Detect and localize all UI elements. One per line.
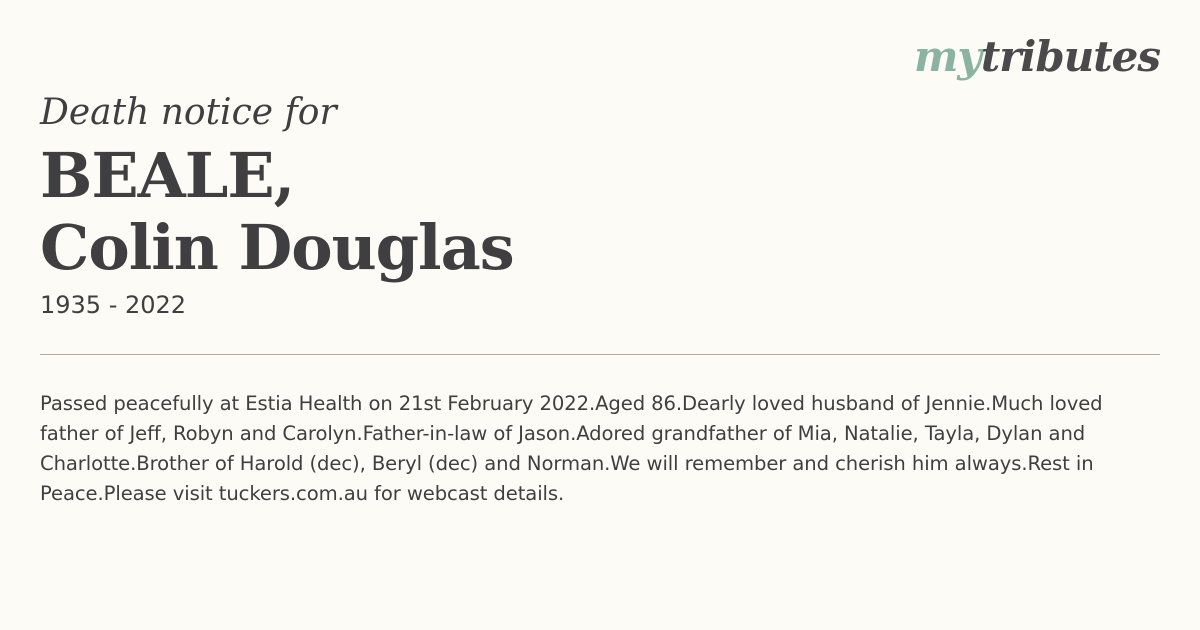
deceased-given-names: Colin Douglas [40,211,514,284]
logo-tributes-text: tributes [980,32,1160,81]
notice-label: Death notice for [40,92,337,133]
life-years: 1935 - 2022 [40,291,187,319]
logo-my-text: my [913,32,981,81]
notice-text: Passed peacefully at Estia Health on 21st February 2022.Aged 86.Dearly loved husband of Jennie.Much loved father of Jeff, Robyn and Carolyn.Father-in-law of Jason.Adored grandfather of Mia, Natalie, Tayla, Dylan and Charlotte.Brother of Harold (dec), Beryl (dec) and Norman.We will remember and cherish him always.Rest in Peace.Please visit tuckers.com.au for webcast details. [40,392,1103,505]
deceased-name [40,140,514,284]
mytributes-logo[interactable] [913,32,1160,81]
deceased-surname: BEALE, [40,139,295,212]
divider [40,354,1160,355]
